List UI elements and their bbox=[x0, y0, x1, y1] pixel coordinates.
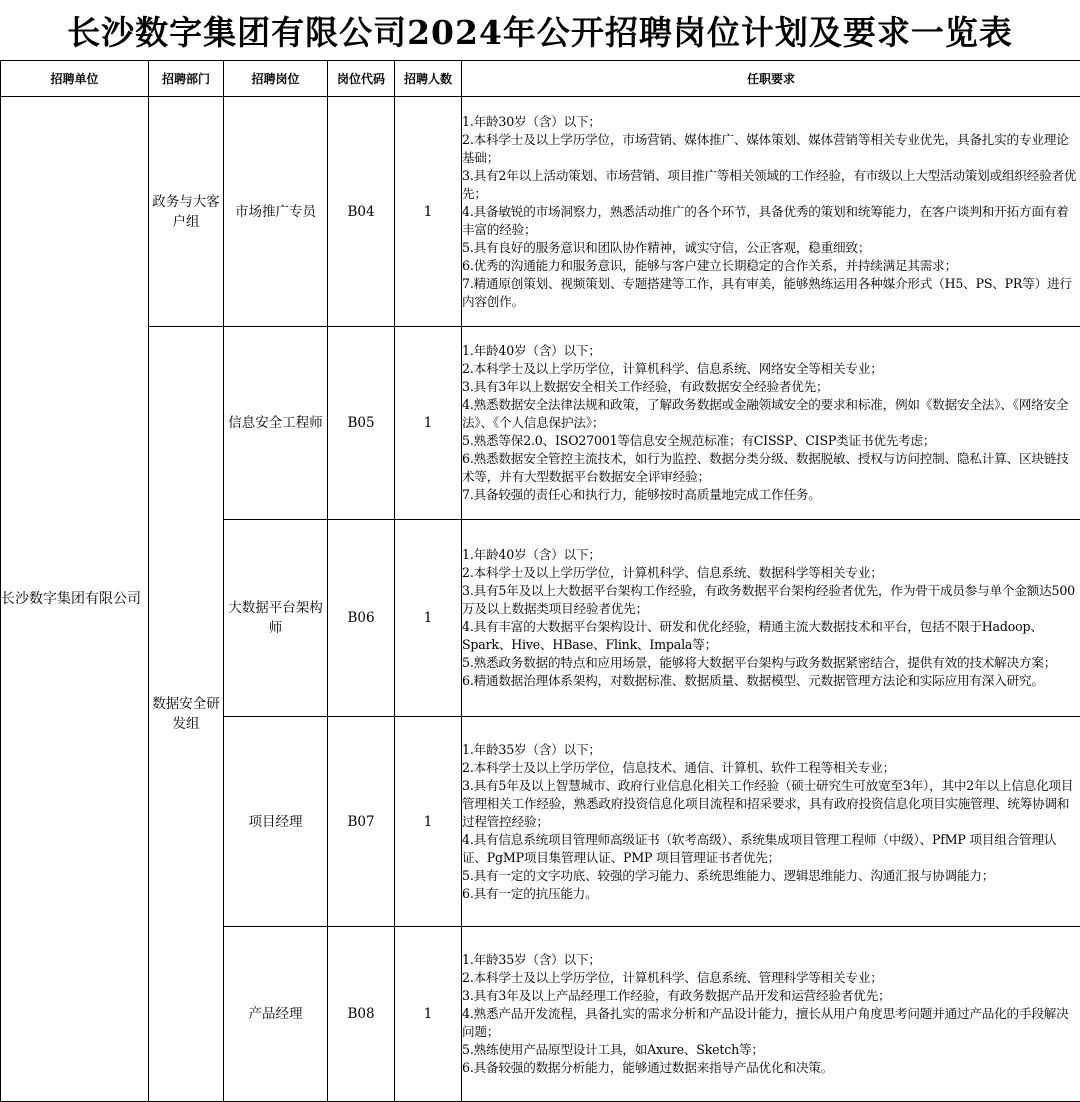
requirement-item: 6.优秀的沟通能力和服务意识，能够与客户建立长期稳定的合作关系，并持续满足其需求； bbox=[462, 257, 1080, 275]
requirement-item: 5.熟悉等保2.0、ISO27001等信息安全规范标准；有CISSP、CISP类证书优先考虑； bbox=[462, 432, 1080, 450]
page-title: 长沙数字集团有限公司2024年公开招聘岗位计划及要求一览表 bbox=[0, 0, 1080, 60]
requirement-item: 6.具有一定的抗压能力。 bbox=[462, 885, 1080, 903]
requirement-item: 3.具有5年及以上智慧城市、政府行业信息化相关工作经验（硕士研究生可放宽至3年），其中2年以上信息化项目管理相关工作经验，熟悉政府投资信息化项目流程和招采要求，具有政府投资信息化项目实施管理、统筹协调和过程管控经验； bbox=[462, 777, 1080, 831]
requirement-item: 4.具有丰富的大数据平台架构设计、研发和优化经验，精通主流大数据技术和平台，包括不限于Hadoop、Spark、Hive、HBase、Flink、Impala等； bbox=[462, 618, 1080, 654]
requirement-item: 1.年龄40岁（含）以下； bbox=[462, 342, 1080, 360]
requirements-cell bbox=[462, 520, 1080, 717]
requirement-item: 4.具有信息系统项目管理师高级证书（软考高级）、系统集成项目管理工程师（中级）、PfMP 项目组合管理认证、PgMP项目集管理认证、PMP 项目管理证书者优先； bbox=[462, 831, 1080, 867]
header-row bbox=[1, 61, 1080, 97]
count-cell: 1 bbox=[395, 717, 462, 927]
header-unit: 招聘单位 bbox=[1, 61, 149, 97]
requirement-item: 1.年龄35岁（含）以下； bbox=[462, 741, 1080, 759]
requirement-item: 5.具有良好的服务意识和团队协作精神，诚实守信，公正客观，稳重细致； bbox=[462, 239, 1080, 257]
requirement-item: 3.具有5年及以上大数据平台架构工作经验，有政务数据平台架构经验者优先，作为骨干成员参与单个金额达500万及以上数据类项目经验者优先； bbox=[462, 582, 1080, 618]
dept-cell: 数据安全研发组 bbox=[149, 327, 224, 1102]
header-count: 招聘人数 bbox=[395, 61, 462, 97]
header-dept: 招聘部门 bbox=[149, 61, 224, 97]
requirement-item: 3.具有3年以上数据安全相关工作经验，有政数据安全经验者优先； bbox=[462, 378, 1080, 396]
requirement-item: 6.熟悉数据安全管控主流技术，如行为监控、数据分类分级、数据脱敏、授权与访问控制、隐私计算、区块链技术等，并有大型数据平台数据安全评审经验； bbox=[462, 450, 1080, 486]
code-cell: B07 bbox=[328, 717, 395, 927]
header-code: 岗位代码 bbox=[328, 61, 395, 97]
requirement-item: 4.熟悉数据安全法律法规和政策，了解政务数据或金融领域安全的要求和标准，例如《数据安全法》、《网络安全法》、《个人信息保护法》； bbox=[462, 396, 1080, 432]
requirement-item: 7.具备较强的责任心和执行力，能够按时高质量地完成工作任务。 bbox=[462, 486, 1080, 504]
requirement-item: 7.精通原创策划、视频策划、专题搭建等工作，具有审美，能够熟练运用各种媒介形式（H5、PS、PR等）进行内容创作。 bbox=[462, 275, 1080, 311]
requirement-item: 2.本科学士及以上学历学位，市场营销、媒体推广、媒体策划、媒体营销等相关专业优先，具备扎实的专业理论基础； bbox=[462, 131, 1080, 167]
header-requirements: 任职要求 bbox=[462, 61, 1080, 97]
code-cell: B04 bbox=[328, 97, 395, 327]
position-cell: 项目经理 bbox=[224, 717, 328, 927]
requirement-item: 6.具备较强的数据分析能力，能够通过数据来指导产品优化和决策。 bbox=[462, 1059, 1080, 1077]
count-cell: 1 bbox=[395, 327, 462, 520]
requirement-item: 2.本科学士及以上学历学位，信息技术、通信、计算机、软件工程等相关专业； bbox=[462, 759, 1080, 777]
requirement-item: 5.熟练使用产品原型设计工具，如Axure、Sketch等； bbox=[462, 1041, 1080, 1059]
table-row bbox=[1, 327, 1080, 520]
count-cell: 1 bbox=[395, 520, 462, 717]
unit-cell: 长沙数字集团有限公司 bbox=[1, 97, 149, 1102]
position-cell: 产品经理 bbox=[224, 927, 328, 1102]
position-cell: 信息安全工程师 bbox=[224, 327, 328, 520]
requirement-item: 1.年龄30岁（含）以下； bbox=[462, 113, 1080, 131]
requirement-item: 3.具有3年及以上产品经理工作经验，有政务数据产品开发和运营经验者优先； bbox=[462, 987, 1080, 1005]
dept-cell: 政务与大客户组 bbox=[149, 97, 224, 327]
requirements-cell bbox=[462, 327, 1080, 520]
count-cell: 1 bbox=[395, 927, 462, 1102]
requirement-item: 6.精通数据治理体系架构，对数据标准、数据质量、数据模型、元数据管理方法论和实际应用有深入研究。 bbox=[462, 672, 1080, 690]
code-cell: B05 bbox=[328, 327, 395, 520]
recruitment-table bbox=[0, 60, 1080, 1102]
requirement-item: 5.熟悉政务数据的特点和应用场景，能够将大数据平台架构与政务数据紧密结合，提供有效的技术解决方案； bbox=[462, 654, 1080, 672]
code-cell: B08 bbox=[328, 927, 395, 1102]
position-cell: 大数据平台架构师 bbox=[224, 520, 328, 717]
requirement-item: 2.本科学士及以上学历学位，计算机科学、信息系统、管理科学等相关专业； bbox=[462, 969, 1080, 987]
requirement-item: 4.熟悉产品开发流程，具备扎实的需求分析和产品设计能力，擅长从用户角度思考问题并通过产品化的手段解决问题； bbox=[462, 1005, 1080, 1041]
position-cell: 市场推广专员 bbox=[224, 97, 328, 327]
code-cell: B06 bbox=[328, 520, 395, 717]
requirements-cell bbox=[462, 717, 1080, 927]
requirement-item: 3.具有2年以上活动策划、市场营销、项目推广等相关领域的工作经验，有市级以上大型活动策划或组织经验者优先； bbox=[462, 167, 1080, 203]
table-row bbox=[1, 97, 1080, 327]
requirements-cell bbox=[462, 97, 1080, 327]
requirement-item: 5.具有一定的文字功底、较强的学习能力、系统思维能力、逻辑思维能力、沟通汇报与协调能力； bbox=[462, 867, 1080, 885]
count-cell: 1 bbox=[395, 97, 462, 327]
requirement-item: 4.具备敏锐的市场洞察力，熟悉活动推广的各个环节，具备优秀的策划和统筹能力，在客户谈判和开拓方面有着丰富的经验； bbox=[462, 203, 1080, 239]
requirement-item: 2.本科学士及以上学历学位，计算机科学、信息系统、数据科学等相关专业； bbox=[462, 564, 1080, 582]
requirement-item: 1.年龄40岁（含）以下； bbox=[462, 546, 1080, 564]
requirements-cell bbox=[462, 927, 1080, 1102]
requirement-item: 2.本科学士及以上学历学位，计算机科学、信息系统、网络安全等相关专业； bbox=[462, 360, 1080, 378]
header-position: 招聘岗位 bbox=[224, 61, 328, 97]
requirement-item: 1.年龄35岁（含）以下； bbox=[462, 951, 1080, 969]
